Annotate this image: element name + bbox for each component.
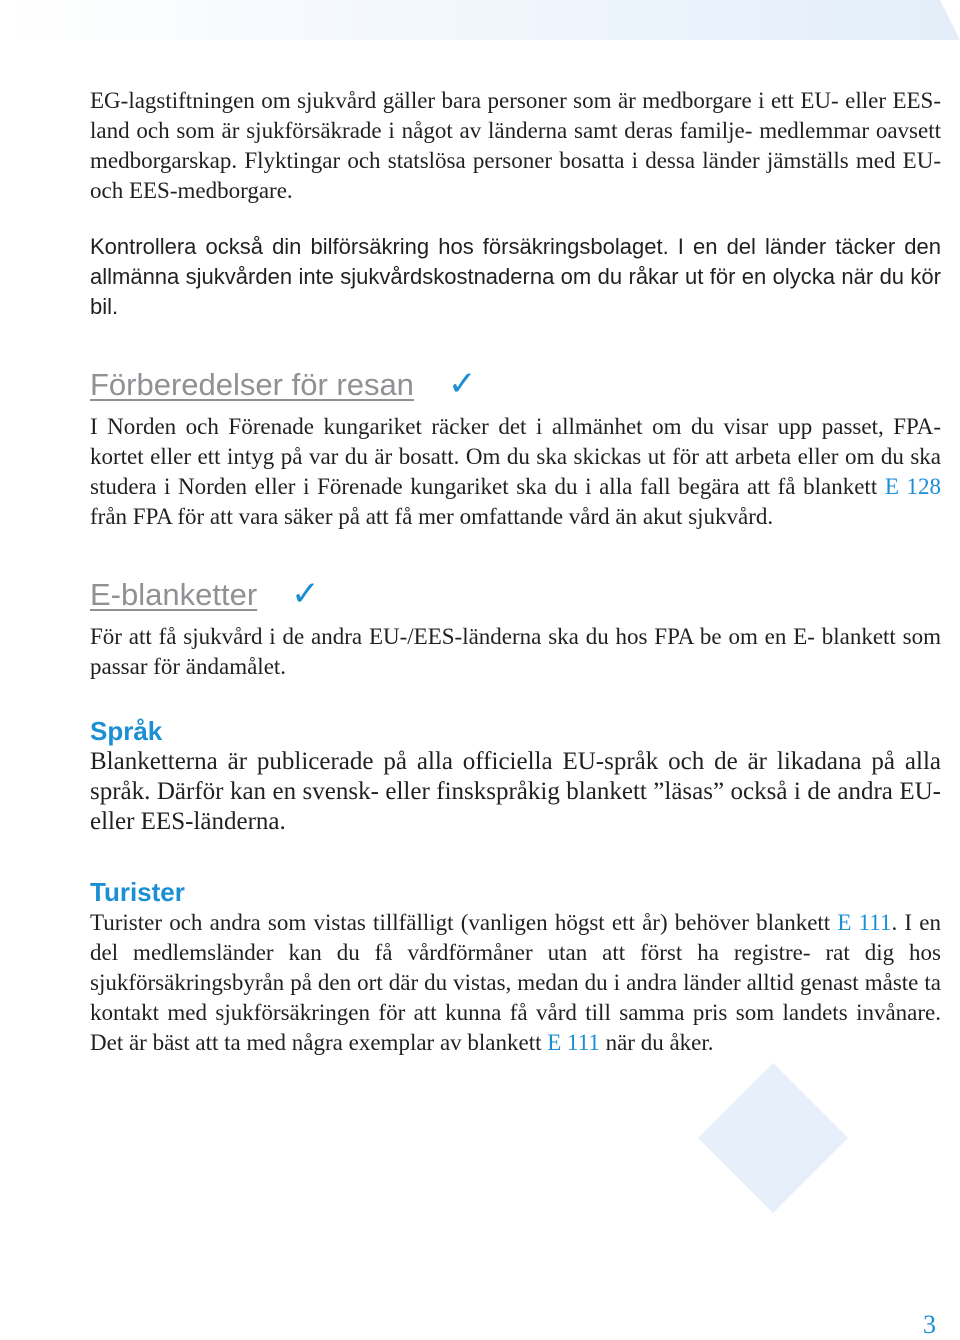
top-decorative-band <box>0 0 960 40</box>
forberedelser-heading-row <box>90 364 941 404</box>
turister-text-before: Turister och andra som vistas tillfälligt (vanligen högst ett år) behöver blankett <box>90 910 838 935</box>
eblanketter-heading-row <box>90 574 941 614</box>
forberedelser-heading: Förberedelser för resan <box>90 367 414 402</box>
turister-heading: Turister <box>90 877 185 907</box>
checkmark-icon: ✓ <box>447 364 477 404</box>
page-content <box>90 86 941 1058</box>
eblanketter-paragraph: För att få sjukvård i de andra EU-/EES-länderna ska du hos FPA be om en E- blankett som passar för ändamålet. <box>90 624 941 679</box>
forberedelser-text-before: I Norden och Förenade kungariket räcker det i allmänhet om du visar upp passet, FPA-kortet eller ett intyg på var du är bosatt. Om du ska skickas ut för att arbeta eller om du ska studera i Norden eller i Förenade kungariket ska du i alla fall begära att få blankett <box>90 414 941 499</box>
page-number: 3 <box>923 1310 936 1339</box>
form-e111-link[interactable]: E 111 <box>547 1030 600 1055</box>
turister-paragraph <box>90 908 941 1058</box>
forberedelser-text-after: från FPA för att vara säker på att få mer omfattande vård än akut sjukvård. <box>90 504 774 529</box>
turister-text-after: när du åker. <box>599 1030 714 1055</box>
decorative-diamond <box>698 1063 848 1213</box>
top-band-corner <box>940 0 960 40</box>
turister-text-middle: . I en del medlemsländer kan du få vårdförmåner utan att först ha registre- rat dig hos sjukförsäkringsbyrån på den ort där du vistas, medan du i andra länder alltid genast måste ta kontakt med sjukförsäkringen för att kunna få vård till samma pris som landets invånare. Det är bäst att ta med några exemplar av blankett <box>90 910 942 1055</box>
form-e111-link[interactable]: E 111 <box>837 910 892 935</box>
checkmark-icon: ✓ <box>291 574 320 614</box>
intro-paragraph-2: Kontrollera också din bilförsäkring hos försäkringsbolaget. I en del länder täcker den allmänna sjukvården inte sjukvårdskostnaderna om du råkar ut för en olycka när du kör bil. <box>90 234 941 319</box>
form-e128-link[interactable]: E 128 <box>884 474 941 499</box>
sprak-paragraph: Blanketterna är publicerade på alla officiella EU-språk och de är likadana på alla språk. Därför kan en svensk- eller finskspråkig blankett ”läsas” också i de andra EU- eller EES-länderna. <box>90 748 941 835</box>
intro-paragraph-1: EG-lagstiftningen om sjukvård gäller bara personer som är medborgare i ett EU- eller EES-land och som är sjukförsäkrade i något av länderna samt deras familje- medlemmar oavsett medborgarskap. Flyktingar och statslösa personer bosatta i dessa länder jämställs med EU- och EES-medborgare. <box>90 88 941 203</box>
eblanketter-heading: E-blanketter <box>90 577 258 612</box>
forberedelser-paragraph <box>90 412 941 532</box>
sprak-heading: Språk <box>90 716 163 746</box>
